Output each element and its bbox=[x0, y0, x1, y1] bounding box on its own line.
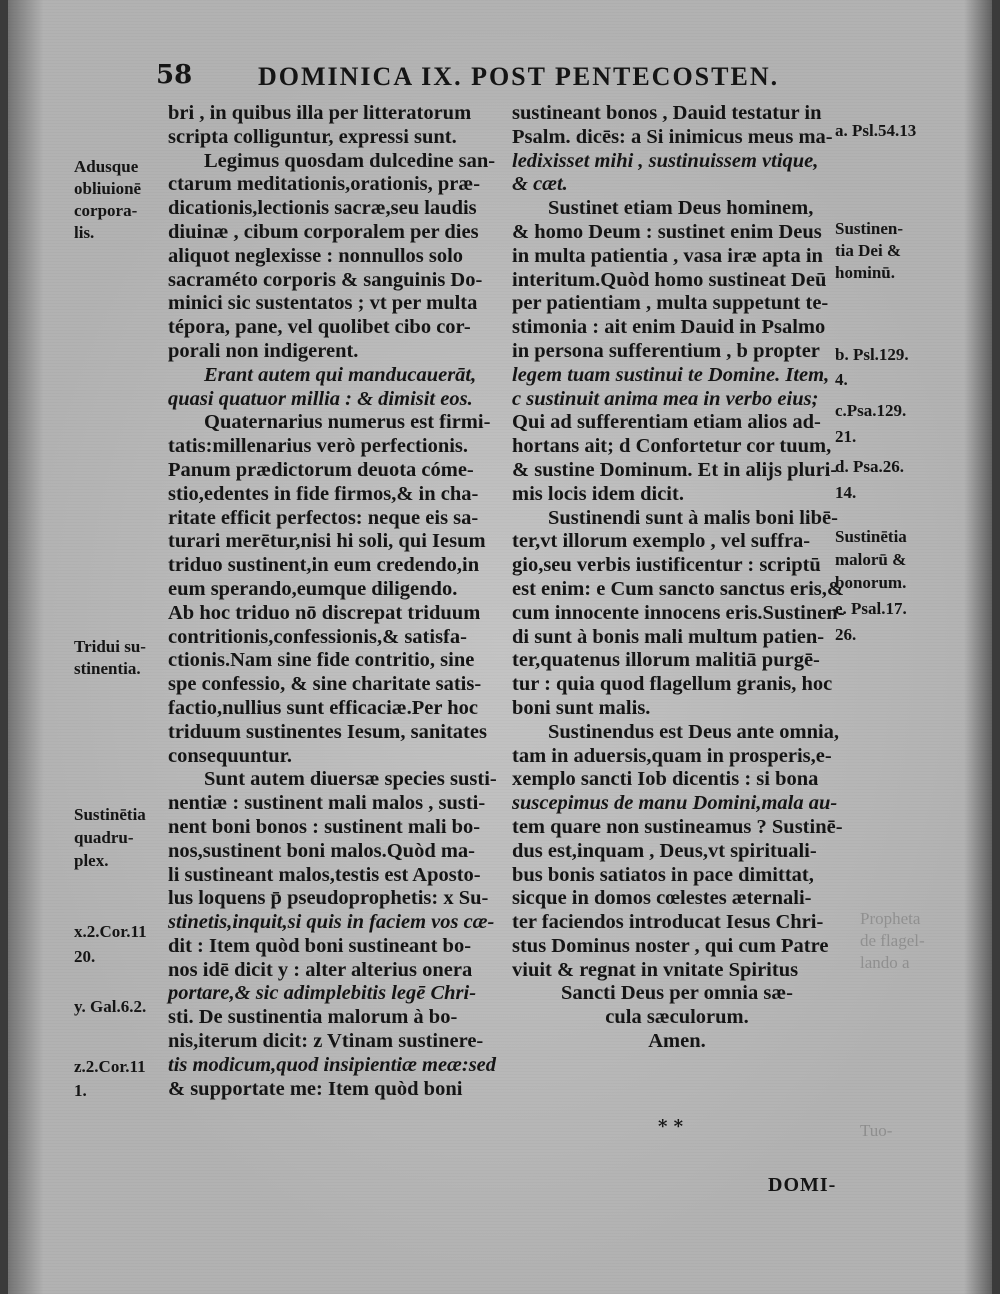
margin-note: 14. bbox=[835, 483, 857, 502]
text-line: & homo Deum : sustinet enim Deus bbox=[512, 220, 822, 243]
text-line: interitum.Quòd homo sustineat Deū bbox=[512, 268, 827, 291]
text-line: mis locis idem dicit. bbox=[512, 482, 684, 505]
text-line: nos,sustinent boni malos.Quòd ma- bbox=[168, 839, 476, 862]
text-line: triduum sustinentes Iesum, sanitates bbox=[168, 720, 487, 743]
text-line: scripta colliguntur, expressi sunt. bbox=[168, 125, 457, 148]
margin-note: bonorum. bbox=[835, 573, 907, 592]
text-line: ter,vt illorum exemplo , vel suffra- bbox=[512, 530, 811, 553]
bleed-through-line: lando a bbox=[860, 953, 910, 972]
text-line: consequuntur. bbox=[168, 744, 293, 767]
text-line: Quaternarius numerus est firmi- bbox=[204, 411, 491, 434]
text-line: Sustinendi sunt à malis boni libē- bbox=[548, 506, 838, 529]
text-line: portare,& sic adimplebitis legē Chri- bbox=[168, 982, 477, 1005]
text-line: & cæt. bbox=[512, 173, 568, 196]
text-line: nent boni bonos : sustinent mali bo- bbox=[168, 815, 481, 838]
text-line: hortans ait; d Confortetur cor tuum, bbox=[512, 435, 832, 458]
margin-note: 1. bbox=[74, 1081, 87, 1100]
text-line: tépora, pane, vel quolibet cibo cor- bbox=[168, 316, 471, 339]
running-head: DOMINICA IX. POST PENTECOSTEN. bbox=[258, 62, 780, 91]
margin-note: a. Psl.54.13 bbox=[835, 121, 917, 140]
text-line: Panum prædictorum deuota cóme- bbox=[168, 458, 474, 481]
text-line: Sunt autem diuersæ species susti- bbox=[204, 768, 497, 791]
text-line: in multa patientia , vasa iræ apta in bbox=[512, 244, 823, 267]
text-line: Psalm. dicēs: a Si inimicus meus ma- bbox=[512, 125, 833, 148]
margin-note: 21. bbox=[835, 427, 857, 446]
text-line: tam in aduersis,quam in prosperis,e- bbox=[512, 744, 832, 767]
text-line: nos idē dicit y : alter alterius onera bbox=[168, 958, 473, 981]
text-line: eum sperando,eumque diligendo. bbox=[168, 577, 458, 600]
closing-ornament: * * bbox=[658, 1116, 684, 1137]
text-line: lus loquens p̄ pseudoprophetis: x Su- bbox=[168, 887, 489, 910]
margin-note: obliuionē bbox=[74, 179, 142, 198]
margin-note: x.2.Cor.11 bbox=[74, 922, 147, 941]
text-line: viuit & regnat in vnitate Spiritus bbox=[512, 958, 799, 981]
margin-note: plex. bbox=[74, 851, 109, 870]
text-line: nis,iterum dicit: z Vtinam sustinere- bbox=[168, 1030, 484, 1053]
text-line: cula sæculorum. bbox=[605, 1006, 749, 1029]
text-line: Sustinendus est Deus ante omnia, bbox=[548, 720, 840, 743]
left-text-column bbox=[168, 102, 503, 1101]
text-line: turari merētur,nisi hi soli, qui Iesum bbox=[168, 530, 486, 553]
margin-note: Adusque bbox=[74, 157, 139, 176]
margin-note: d. Psa.26. bbox=[835, 457, 904, 476]
page-gutter-shadow bbox=[964, 0, 992, 1294]
margin-note: Sustinētia bbox=[835, 527, 907, 546]
catchword: DOMI- bbox=[768, 1174, 837, 1196]
text-line: sustineant bonos , Dauid testatur in bbox=[512, 102, 822, 124]
text-line: boni sunt malis. bbox=[512, 696, 651, 719]
book-page bbox=[8, 0, 992, 1294]
margin-note: quadru- bbox=[74, 828, 134, 847]
text-line: aliquot neglexisse : nonnullos solo bbox=[168, 244, 464, 267]
margin-note: Sustinen- bbox=[835, 219, 904, 238]
text-line: contritionis,confessionis,& satisfa- bbox=[168, 625, 467, 648]
text-line: dicationis,lectionis sacræ,seu laudis bbox=[168, 197, 477, 220]
margin-note: tia Dei & bbox=[835, 241, 902, 260]
margin-note: 4. bbox=[835, 370, 848, 389]
text-line: ritate efficit perfectos: neque eis sa- bbox=[168, 506, 479, 529]
text-line: sicque in domos cœlestes æternali- bbox=[512, 887, 812, 910]
text-line: gio,seu verbis iustificentur : scriptū bbox=[512, 554, 821, 577]
text-line: & sustine Dominum. Et in alijs pluri- bbox=[512, 458, 838, 481]
text-line: c sustinuit anima mea in verbo eius; bbox=[512, 387, 819, 410]
text-line: diuinæ , cibum corporalem per dies bbox=[168, 220, 479, 243]
text-line: spe confessio, & sine charitate satis- bbox=[168, 673, 482, 696]
margin-note: c.Psa.129. bbox=[835, 401, 907, 420]
bleed-through-line: de flagel- bbox=[860, 931, 925, 950]
margin-note: malorū & bbox=[835, 550, 907, 569]
margin-note: corpora- bbox=[74, 201, 138, 220]
margin-note: 20. bbox=[74, 947, 96, 966]
text-line: tur : quia quod flagellum granis, hoc bbox=[512, 673, 833, 696]
text-line: factio,nullius sunt efficaciæ.Per hoc bbox=[168, 696, 478, 719]
text-line: ledixisset mihi , sustinuissem vtique, bbox=[512, 149, 819, 172]
bleed-through-line: Propheta bbox=[860, 909, 921, 928]
text-line: Qui ad sufferentiam etiam alios ad- bbox=[512, 411, 821, 434]
text-line: sacraméto corporis & sanguinis Do- bbox=[168, 268, 483, 291]
page-number: 58 bbox=[156, 60, 193, 90]
margin-note: lis. bbox=[74, 223, 95, 242]
text-line: in persona sufferentium , b propter bbox=[512, 339, 820, 362]
text-line: li sustineant malos,testis est Aposto- bbox=[168, 863, 481, 886]
text-line: ter,quatenus illorum malitiā purgē- bbox=[512, 649, 820, 672]
text-line: stimonia : ait enim Dauid in Psalmo bbox=[512, 316, 826, 339]
text-line: Sustinet etiam Deus hominem, bbox=[548, 197, 814, 220]
text-line: stus Dominus noster , qui cum Patre bbox=[512, 934, 829, 957]
margin-note: Sustinētia bbox=[74, 805, 146, 824]
page-left-shadow bbox=[8, 0, 44, 1294]
margin-note: e. Psal.17. bbox=[835, 599, 907, 618]
text-line: ctionis.Nam sine fide contritio, sine bbox=[168, 649, 475, 672]
text-line: suscepimus de manu Domini,mala au- bbox=[512, 792, 838, 815]
text-line: triduo sustinent,in eum credendo,in bbox=[168, 554, 480, 577]
margin-note: Tridui su- bbox=[74, 637, 146, 656]
text-line: xemplo sancti Iob dicentis : si bona bbox=[512, 768, 819, 791]
margin-note: 26. bbox=[835, 625, 857, 644]
margin-note: stinentia. bbox=[74, 659, 141, 678]
margin-note: z.2.Cor.11 bbox=[74, 1057, 146, 1076]
margin-note: y. Gal.6.2. bbox=[74, 997, 147, 1016]
text-line: sti. De sustinentia malorum à bo- bbox=[168, 1006, 458, 1029]
text-line: quasi quatuor millia : & dimisit eos. bbox=[168, 387, 473, 410]
text-line: tatis:millenarius verò perfectionis. bbox=[168, 435, 469, 458]
text-line: porali non indigerent. bbox=[168, 339, 359, 362]
text-line: per patientiam , multa suppetunt te- bbox=[512, 292, 829, 315]
text-line: stinetis,inquit,si quis in faciem vos cæ- bbox=[168, 911, 495, 934]
margin-note: b. Psl.129. bbox=[835, 345, 909, 364]
text-line: Legimus quosdam dulcedine san- bbox=[204, 149, 496, 172]
text-line: cum innocente innocens eris.Sustinen- bbox=[512, 601, 845, 624]
text-line: Erant autem qui manducauerāt, bbox=[204, 363, 477, 386]
text-line: ter faciendos introducat Iesus Chri- bbox=[512, 911, 824, 934]
text-line: ctarum meditationis,orationis, præ- bbox=[168, 173, 481, 196]
text-line: nentiæ : sustinent mali malos , susti- bbox=[168, 792, 486, 815]
text-line: dit : Item quòd boni sustineant bo- bbox=[168, 934, 472, 957]
text-line: & supportate me: Item quòd boni bbox=[168, 1077, 463, 1100]
right-text-column bbox=[512, 102, 845, 1054]
text-line: bri , in quibus illa per litteratorum bbox=[168, 102, 472, 124]
text-line: bus bonis satiatos in pace dimittat, bbox=[512, 863, 814, 886]
text-line: Sancti Deus per omnia sæ- bbox=[561, 982, 793, 1005]
text-line: Ab hoc triduo nō discrepat triduum bbox=[168, 601, 481, 624]
text-line: dus est,inquam , Deus,vt spirituali- bbox=[512, 839, 817, 862]
text-line: minici sic sustentatos ; vt per multa bbox=[168, 292, 478, 315]
text-line: stio,edentes in fide firmos,& in cha- bbox=[168, 482, 479, 505]
margin-note: hominū. bbox=[835, 263, 895, 282]
text-line: Amen. bbox=[648, 1030, 706, 1053]
text-line: legem tuam sustinui te Domine. Item, bbox=[512, 363, 830, 386]
text-line: est enim: e Cum sancto sanctus eris,& bbox=[512, 577, 844, 600]
bleed-through-line: Tuo- bbox=[860, 1121, 893, 1140]
text-line: di sunt à bonis mali multum patien- bbox=[512, 625, 825, 648]
text-line: tis modicum,quod insipientiæ meæ:sed bbox=[168, 1053, 497, 1076]
text-line: tem quare non sustineamus ? Sustinē- bbox=[512, 815, 843, 838]
